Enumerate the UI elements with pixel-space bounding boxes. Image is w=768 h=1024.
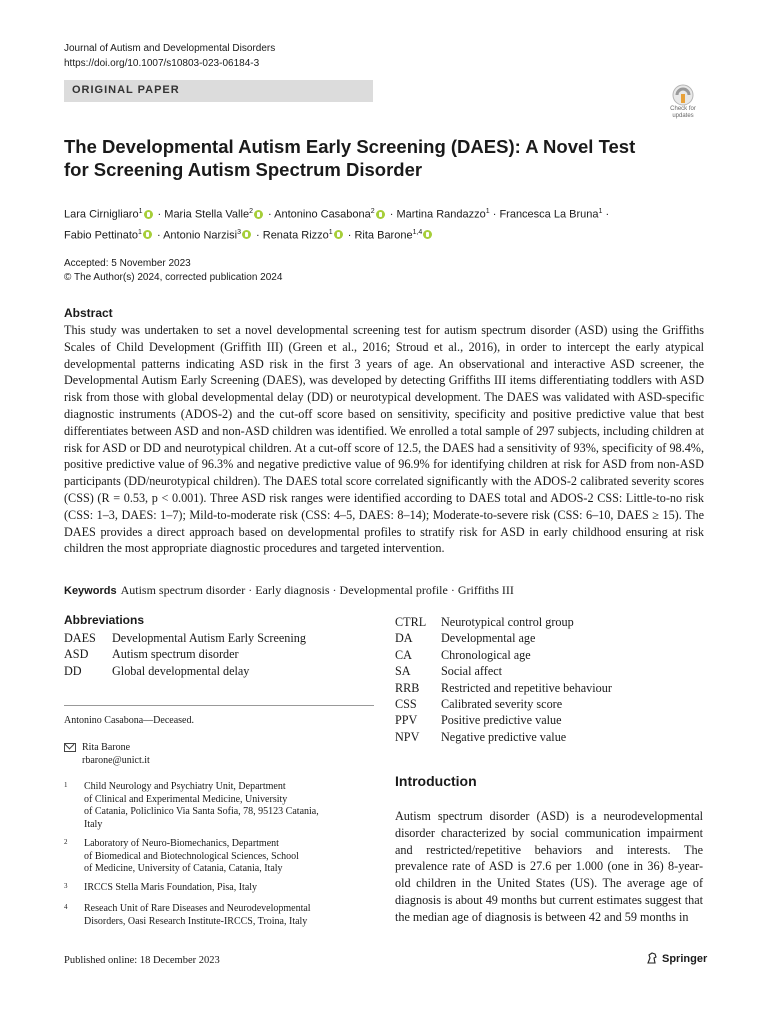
author-affiliation-sup: 1 bbox=[598, 208, 603, 215]
author-affiliation-sup: 2 bbox=[249, 208, 253, 215]
author-affiliation-sup: 1 bbox=[485, 208, 490, 215]
orcid-icon[interactable] bbox=[143, 230, 152, 239]
abbreviation-row bbox=[395, 729, 612, 745]
abbreviation-row bbox=[395, 614, 612, 630]
abbreviation-description: Positive predictive value bbox=[441, 713, 562, 728]
affiliation-line: Child Neurology and Psychiatry Unit, Department bbox=[84, 781, 286, 792]
published-online-date: Published online: 18 December 2023 bbox=[64, 955, 220, 966]
abbreviation-row bbox=[395, 630, 612, 646]
author-affiliation-sup: 1 bbox=[138, 208, 143, 215]
corresponding-author-name: Rita Barone bbox=[82, 742, 131, 753]
affiliation-line: Reseach Unit of Rare Diseases and Neurodevelopmental bbox=[84, 903, 311, 914]
author-line-1: Lara Cirnigliaro$^1$ · Maria Stella Valle$^2$ · Antonino Casabona$^2$ · Martina Randazzo$^1$ · Francesca La Bruna$^1$ · bbox=[64, 208, 610, 221]
abbreviation-row bbox=[395, 712, 612, 728]
author-name[interactable]: Fabio Pettinato bbox=[64, 229, 138, 242]
affiliation-number: 2 bbox=[64, 838, 68, 846]
orcid-icon[interactable] bbox=[334, 230, 343, 239]
affiliation-line: IRCCS Stella Maris Foundation, Pisa, Italy bbox=[84, 882, 258, 893]
abbreviation-code: DA bbox=[395, 631, 413, 646]
abbreviation-code: RRB bbox=[395, 680, 420, 695]
paper-title bbox=[64, 135, 704, 181]
affiliation-line: Disorders, Oasi Research Institute-IRCCS, Troina, Italy bbox=[84, 915, 308, 927]
author-name[interactable]: Maria Stella Valle bbox=[164, 208, 250, 221]
author-affiliation-sup: 3 bbox=[237, 228, 241, 236]
abbreviation-row bbox=[395, 647, 612, 663]
abbreviation-description: Chronological age bbox=[441, 647, 531, 662]
affiliation-line: of Medicine, University of Catania, Catania, Italy bbox=[84, 863, 283, 874]
affiliation bbox=[64, 781, 364, 831]
orcid-icon[interactable] bbox=[144, 210, 153, 219]
abbreviation-code: NPV bbox=[395, 729, 420, 744]
journal-name: Journal of Autism and Developmental Disorders bbox=[64, 43, 276, 54]
abbreviation-description: Developmental age bbox=[441, 631, 536, 646]
paper-type-bar bbox=[64, 80, 373, 102]
journal-header bbox=[64, 41, 275, 71]
abbreviation-row bbox=[395, 696, 612, 712]
author-name[interactable]: Renata Rizzo bbox=[262, 229, 329, 242]
author-affiliation-sup: 2 bbox=[370, 208, 375, 215]
springer-horse-icon bbox=[646, 952, 658, 964]
affiliation-number: 3 bbox=[64, 882, 68, 890]
crossmark-line2: updates bbox=[672, 113, 694, 119]
affiliation-line: Laboratory of Neuro-Biomechanics, Department bbox=[84, 838, 279, 849]
abbreviation-description: Negative predictive value bbox=[441, 729, 567, 744]
abbreviation-code: SA bbox=[395, 664, 411, 679]
orcid-icon[interactable] bbox=[376, 210, 385, 219]
affiliation bbox=[64, 882, 364, 895]
abbreviation-row bbox=[395, 680, 612, 696]
abbreviation-row bbox=[64, 663, 306, 679]
affiliation bbox=[64, 838, 364, 876]
crossmark-icon bbox=[665, 84, 701, 106]
affiliation-line: of Catania, Policlinico Via Santa Sofia, 78, 95123 Catania, bbox=[84, 806, 319, 817]
abbreviation-code: PPV bbox=[395, 713, 418, 728]
abbreviation-code: DAES bbox=[64, 631, 96, 645]
abbreviation-code: CSS bbox=[395, 697, 417, 712]
abbreviation-row bbox=[64, 630, 306, 646]
title-line-1: The Developmental Autism Early Screening (DAES): A Novel Test bbox=[64, 136, 636, 157]
accepted-date: Accepted: 5 November 2023 bbox=[64, 258, 191, 269]
copyright-notice: © The Author(s) 2024, corrected publication 2024 bbox=[64, 272, 283, 283]
abbreviation-code: DD bbox=[64, 663, 82, 678]
abbreviations-table-right bbox=[395, 614, 612, 745]
publisher-logo bbox=[646, 952, 707, 965]
abbreviations-table-left bbox=[64, 630, 306, 679]
author-line-2: Fabio Pettinato$^1$ · Antonio Narzisi$^3$ · Renata Rizzo$^1$ · Rita Barone$^{1,4}$ bbox=[64, 224, 704, 245]
orcid-icon[interactable] bbox=[242, 230, 251, 239]
orcid-icon[interactable] bbox=[254, 210, 263, 219]
author-name[interactable]: Antonio Narzisi bbox=[163, 229, 238, 242]
crossmark-line1: Check for bbox=[670, 106, 696, 112]
author-affiliation-sup: 1 bbox=[328, 228, 333, 236]
deceased-note: Antonino Casabona—Deceased. bbox=[64, 715, 194, 726]
keywords-label: Keywords bbox=[64, 585, 117, 597]
footnote-divider bbox=[64, 705, 374, 706]
abbreviation-row bbox=[395, 663, 612, 679]
publication-dates bbox=[64, 257, 282, 285]
keywords-list: Autism spectrum disorder · Early diagnosis · Developmental profile · Griffiths III bbox=[120, 583, 514, 597]
title-line-2: for Screening Autism Spectrum Disorder bbox=[64, 159, 423, 180]
abstract-body: This study was undertaken to set a novel developmental screening test for autism spectrum disorder (ASD) using the Griffiths Scales of Child Development (Griffith III) (Green et al., 2016; Stroud et al., 2016), in order to intercept the early atypical developmental patterns indicating ASD risk in the first 3 years of age. An observational and interactive ASD screener, the Developmental Autism Early Screening (DAES), was developed by detecting Griffiths III items differentiating toddlers with ASD risk from those with global developmental delay (DD) or neurotypical development. The DAES was validated with ASD-specific diagnostic instruments (ADOS-2) and the cut-off score based on sensitivity, specificity and positive predictive value that best differentiates between ASD and non-ASD children was identified. We enrolled a total sample of 297 subjects, including children at risk for ASD or DD and neurotypical children. At a cut-off score of 12.5, the DAES had a sensitivity of 93%, specificity of 98.4%, positive predictive value of 96.3% and negative predictive value of 96.9% for identifying children at risk for ASD from non-ASD participants (DD/neurotypical children). The DAES total score correlated significantly with the ADOS-2 calibrated severity scores (CSS) (R = 0.53, p < 0.001). Three ASD risk ranges were identified according to DAES total and ADOS-2 CSS: Little-to-no risk (CSS: 1–3, DAES: 1–7); Mild-to-moderate risk (CSS: 4–5, DAES: 8–14); Moderate-to-severe risk (CSS: 6–10, DAES ≥ 15). The DAES provides a direct approach based on developmental profiles to stratify risk for ASD in early childhood ensuring at risk children the most appropriate diagnostic procedures and targeted intervention. bbox=[64, 323, 704, 556]
author-name[interactable]: Francesca La Bruna bbox=[499, 208, 599, 221]
corresponding-author-email[interactable]: rbarone@unict.it bbox=[82, 755, 150, 766]
author-name[interactable]: Antonino Casabona bbox=[274, 208, 371, 221]
author-affiliation-sup: 1 bbox=[138, 228, 142, 236]
check-for-updates-badge[interactable] bbox=[665, 84, 701, 124]
author-name[interactable]: Lara Cirnigliaro bbox=[64, 208, 139, 221]
introduction-heading: Introduction bbox=[395, 773, 477, 789]
abbreviation-description: Developmental Autism Early Screening bbox=[112, 631, 306, 645]
abbreviation-code: CTRL bbox=[395, 615, 427, 629]
affiliation-number: 1 bbox=[64, 781, 68, 789]
publisher-name: Springer bbox=[662, 953, 708, 965]
abbreviation-code: ASD bbox=[64, 647, 89, 662]
orcid-icon[interactable] bbox=[423, 230, 432, 239]
introduction-body: Autism spectrum disorder (ASD) is a neurodevelopmental disorder characterized by social communication impairment and restricted/repetitive behaviors and interests. The prevalence rate of ASD is 27.6 per 1.000 (one in 36) 8-year-old children in the United States (US). The average age of diagnosis is about 49 months but current estimates suggest that the median age of diagnosis is between 42 and 59 months in bbox=[395, 809, 703, 924]
abbreviation-description: Restricted and repetitive behaviour bbox=[441, 680, 612, 695]
affiliation bbox=[64, 903, 364, 928]
author-affiliation-sup: 1,4 bbox=[412, 228, 423, 236]
abstract-heading: Abstract bbox=[64, 306, 113, 320]
abbreviation-row bbox=[64, 646, 306, 662]
keywords bbox=[64, 582, 704, 599]
journal-doi-link[interactable]: https://doi.org/10.1007/s10803-023-06184-3 bbox=[64, 58, 260, 69]
abbreviation-description: Autism spectrum disorder bbox=[112, 647, 239, 662]
abbreviation-description: Neurotypical control group bbox=[441, 615, 574, 629]
abbreviation-description: Calibrated severity score bbox=[441, 697, 563, 712]
affiliation-line: Italy bbox=[84, 818, 103, 830]
paper-type-label: ORIGINAL PAPER bbox=[72, 84, 180, 96]
affiliation-line: of Clinical and Experimental Medicine, University bbox=[84, 793, 288, 805]
affiliation-line: of Biomedical and Biotechnological Sciences, School bbox=[84, 850, 299, 862]
author-name[interactable]: Martina Randazzo bbox=[396, 208, 486, 221]
author-name[interactable]: Rita Barone bbox=[354, 229, 413, 242]
corresponding-author bbox=[64, 741, 150, 767]
abbreviations-heading: Abbreviations bbox=[64, 613, 145, 627]
envelope-icon bbox=[64, 743, 76, 752]
abbreviation-code: CA bbox=[395, 647, 412, 662]
author-list bbox=[64, 203, 704, 244]
abbreviation-description: Global developmental delay bbox=[112, 663, 250, 678]
abbreviation-description: Social affect bbox=[441, 664, 503, 679]
affiliation-number: 4 bbox=[64, 903, 68, 911]
